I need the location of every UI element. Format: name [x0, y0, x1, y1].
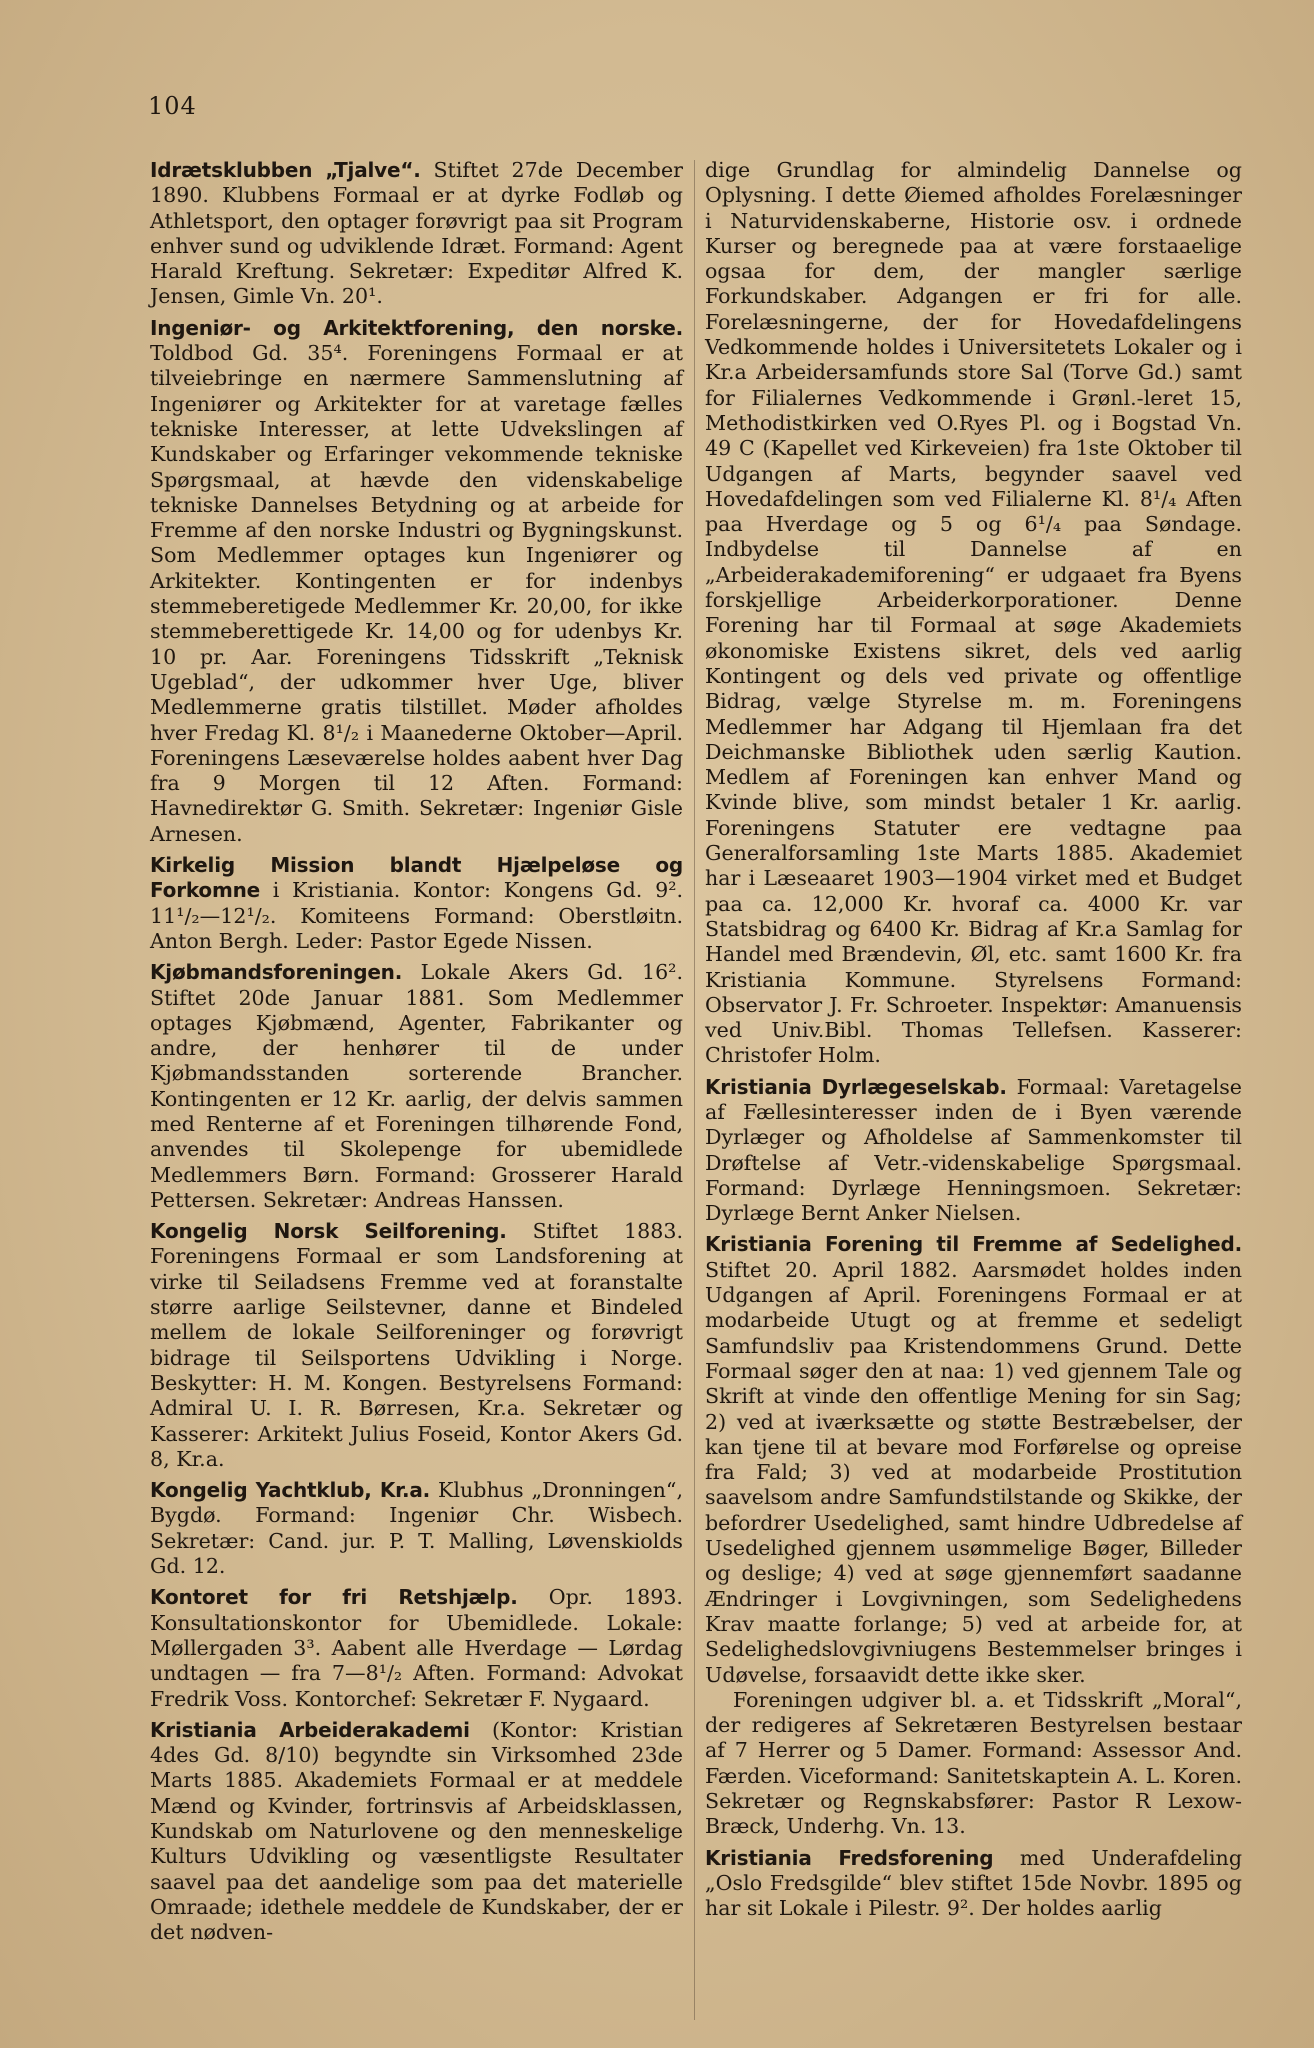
- entry-kongelig-norsk-seilforening: [150, 1219, 683, 1472]
- entry-heading: Kontoret for fri Retshjælp.: [150, 1585, 518, 1610]
- right-column: [705, 158, 1242, 1927]
- entry-text: med Underafdeling „Oslo Fredsgilde“ blev stiftet 15de Novbr. 1895 og har sit Lokale i Pilestr. 9². Der holdes aarlig: [705, 1845, 1242, 1921]
- entry-text: Stiftet 1883. Foreningens Formaal er som Landsforening at virke til Seiladsens Fremme ved at foranstalte større aarlige Seilstevner, danne et Bindeled mellem de lokale Seilforeninger og forøvrigt bidrage til Seilsportens Udvikling i Norge. Beskytter: H. M. Kongen. Bestyrelsens Formand: Admiral U. I. R. Børresen, Kr.a. Sekretær og Kasserer: Arkitekt Julius Foseid, Kontor Akers Gd. 8, Kr.a.: [150, 1219, 683, 1471]
- entry-text: Stiftet 27de December 1890. Klubbens Formaal er at dyrke Fodløb og Athletsport, den optager forøvrigt paa sit Program enhver sund og udviklende Idræt. Formand: Agent Harald Kreftung. Sekretær: Expeditør Alfred K. Jensen, Gimle Vn. 20¹.: [150, 158, 683, 309]
- entry-paragraph: Foreningen udgiver bl. a. et Tidsskrift „Moral“, der redigeres af Sekretæren Bestyrelsen bestaar af 7 Herrer og 5 Damer. Formand: Assessor And. Færden. Viceformand: Sanitetskaptein A. L. Koren. Sekretær og Regnskabsfører: Pastor R Lexow-Bræck, Underhg. Vn. 13.: [705, 1687, 1242, 1839]
- entry-heading: Kongelig Yachtklub, Kr.a.: [150, 1478, 431, 1503]
- entry-kristiania-arbeiderakademi: [150, 1718, 683, 1946]
- entry-kristiania-dyrlaegeselskab: [705, 1075, 1242, 1227]
- entry-text: Stiftet 20. April 1882. Aarsmødet holdes inden Udgangen af April. Foreningens Formaal er at modarbeide Utugt og at fremme et sedeligt Samfundsliv paa Kristendommens Grund. Dette Formaal søger den at naa: 1) ved gjennem Tale og Skrift at vinde den offentlige Mening for sin Sag; 2) ved at iværksætte og støtte Bestræbelser, der kan tjene til at bevare mod Forførelse og opreise fra Fald; 3) ved at modarbeide Prostitution saavelsom andre Samfundstilstande og Skikke, der befordrer Usedelighed, samt hindre Udbredelse af Usedelighed gjennem usømmelige Bøger, Billeder og deslige; 4) ved at søge gjennemført saadanne Ændringer i Lovgivningen, som Sedelighedens Krav maatte forlange; 5) ved at arbeide for, at Sedelighedslovgivniugens Bestemmelser bringes i Udøvelse, forsaavidt dette ikke sker.: [705, 1257, 1242, 1687]
- entry-text: (Kontor: Kristian 4des Gd. 8/10) begyndte sin Virksomhed 23de Marts 1885. Akademiets Formaal er at meddele Mænd og Kvinder, fortrinsvis af Arbeidsklassen, Kundskab om Naturlovene og den menneskelige Kulturs Udvikling og væsentligste Resultater saavel paa det aandelige som paa det materielle Omraade; idethele meddele de Kundskaber, der er det nødven-: [150, 1717, 683, 1945]
- entry-heading: Kristiania Forening til Fremme af Sedelighed.: [705, 1232, 1242, 1257]
- entry-kongelig-yachtklub: [150, 1478, 683, 1579]
- entry-text: i Kristiania. Kontor: Kongens Gd. 9². 11¹/₂—12¹/₂. Komiteens Formand: Oberstløitn. Anton Bergh. Leder: Pastor Egede Nissen.: [150, 878, 683, 953]
- entry-arbeiderakademi-continued: [705, 158, 1242, 1069]
- entry-text: Klubhus „Dronningen“, Bygdø. Formand: Ingeniør Chr. Wisbech. Sekretær: Cand. jur. P. T. Malling, Løvenskiolds Gd. 12.: [150, 1478, 683, 1579]
- page-number: 104: [148, 92, 197, 120]
- entry-text: Formaal: Varetagelse af Fællesinteresser inden de i Byen værende Dyrlæger og Afholdelse af Sammenkomster til Drøftelse af Vetr.-videnskabelige Spørgsmaal. Formand: Dyrlæge Henningsmoen. Sekretær: Dyrlæge Bernt Anker Nielsen.: [705, 1074, 1242, 1226]
- entry-heading: Kongelig Norsk Seilforening.: [150, 1219, 507, 1244]
- entry-text: Toldbod Gd. 35⁴. Foreningens Formaal er at tilveiebringe en nærmere Sammenslutning af Ingeniører og Arkitekter for at varetage fælles tekniske Interesser, at lette Udvekslingen af Kundskaber og Erfaringer vekommende tekniske Spørgsmaal, at hævde den videnskabelige tekniske Dannelses Betydning og at arbeide for Fremme af den norske Industri og Bygningskunst. Som Medlemmer optages kun Ingeniører og Arkitekter. Kontingenten er for indenbys stemmeberetigede Medlemmer Kr. 20,00, for ikke stemmeberettigede Kr. 14,00 og for udenbys Kr. 10 pr. Aar. Foreningens Tidsskrift „Teknisk Ugeblad“, der udkommer hver Uge, bliver Medlemmerne gratis tilstillet. Møder afholdes hver Fredag Kl. 8¹/₂ i Maanederne Oktober—April. Foreningens Læseværelse holdes aabent hver Dag fra 9 Morgen til 12 Aften. Formand: Havnedirektør G. Smith. Sekretær: Ingeniør Gisle Arnesen.: [150, 341, 683, 846]
- entry-text: Opr. 1893. Konsultationskontor for Ubemidlede. Lokale: Møllergaden 3³. Aabent alle Hverdage — Lørdag undtagen — fra 7—8¹/₂ Aften. Formand: Advokat Fredrik Voss. Kontorchef: Sekretær F. Nygaard.: [150, 1585, 683, 1711]
- entry-ingenior-arkitektforening: [150, 316, 683, 847]
- entry-heading: Kristiania Fredsforening: [705, 1845, 994, 1870]
- entry-heading: Kjøbmandsforeningen.: [150, 960, 403, 985]
- left-column: [150, 158, 683, 1951]
- entry-forening-fremme-sedelighed: [705, 1232, 1242, 1839]
- entry-kontoret-fri-retshjaelp: [150, 1585, 683, 1711]
- entry-kirkelig-mission: [150, 853, 683, 954]
- entry-heading: Kristiania Dyrlægeselskab.: [705, 1074, 1007, 1099]
- entry-heading: Ingeniør- og Arkitektforening, den norske.: [150, 315, 683, 340]
- column-divider: [694, 160, 695, 2020]
- entry-kjobmandsforeningen: [150, 960, 683, 1213]
- entry-text: dige Grundlag for almindelig Dannelse og Oplysning. I dette Øiemed afholdes Forelæsninger i Naturvidenskaberne, Historie osv. i ordnede Kurser og beregnede paa at være forstaaelige ogsaa for dem, der mangler særlige Forkundskaber. Adgangen er fri for alle. Forelæsningerne, der for Hovedafdelingens Vedkommende holdes i Universitetets Lokaler og i Kr.a Arbeidersamfunds store Sal (Torve Gd.) samt for Filialernes Vedkommende i Grønl.-leret 15, Methodistkirken ved O.Ryes Pl. og i Bogstad Vn. 49 C (Kapellet ved Kirkeveien) fra 1ste Oktober til Udgangen af Marts, begynder saavel ved Hovedafdelingen som ved Filialerne Kl. 8¹/₄ Aften paa Hverdage og 5 og 6¹/₄ paa Søndage. Indbydelse til Dannelse af en „Arbeiderakademiforening“ er udgaaet fra Byens forskjellige Arbeiderkorporationer. Denne Forening har til Formaal at søge Akademiets økonomiske Existens sikret, dels ved aarlig Kontingent og dels ved private og offentlige Bidrag, vælge Styrelse m. m. Foreningens Medlemmer har Adgang til Hjemlaan fra det Deichmanske Bibliothek uden særlig Kaution. Medlem af Foreningen kan enhver Mand og Kvinde blive, som mindst betaler 1 Kr. aarlig. Foreningens Statuter ere vedtagne paa Generalforsamling 1ste Marts 1885. Akademiet har i Læseaaret 1903—1904 virket med et Budget paa ca. 12,000 Kr. hvoraf ca. 4000 Kr. var Statsbidrag og 6400 Kr. Bidrag af Kr.a Samlag for Handel med Brændevin, Øl, etc. samt 1600 Kr. fra Kristiania Kommune. Styrelsens Formand: Observator J. Fr. Schroeter. Inspektør: Amanuensis ved Univ.Bibl. Thomas Tellefsen. Kasserer: Christofer Holm.: [705, 158, 1242, 1068]
- entry-text: Lokale Akers Gd. 16². Stiftet 20de Januar 1881. Som Medlemmer optages Kjøbmænd, Agenter, Fabrikanter og andre, der henhører til de under Kjøbmandsstanden sorterende Brancher. Kontingenten er 12 Kr. aarlig, der delvis sammen med Renterne af et Foreningen tilhørende Fond, anvendes til Skolepenge for ubemidlede Medlemmers Børn. Formand: Grosserer Harald Pettersen. Sekretær: Andreas Hanssen.: [150, 960, 683, 1212]
- entry-kristiania-fredsforening: [705, 1846, 1242, 1922]
- entry-heading: Kirkelig Mission blandt Hjælpeløse og Forkomne: [150, 853, 683, 903]
- entry-idraetsklubben-tjalve: [150, 158, 683, 310]
- entry-heading: Idrætsklubben „Tjalve“.: [150, 158, 421, 182]
- entry-heading: Kristiania Arbeiderakademi: [150, 1717, 470, 1742]
